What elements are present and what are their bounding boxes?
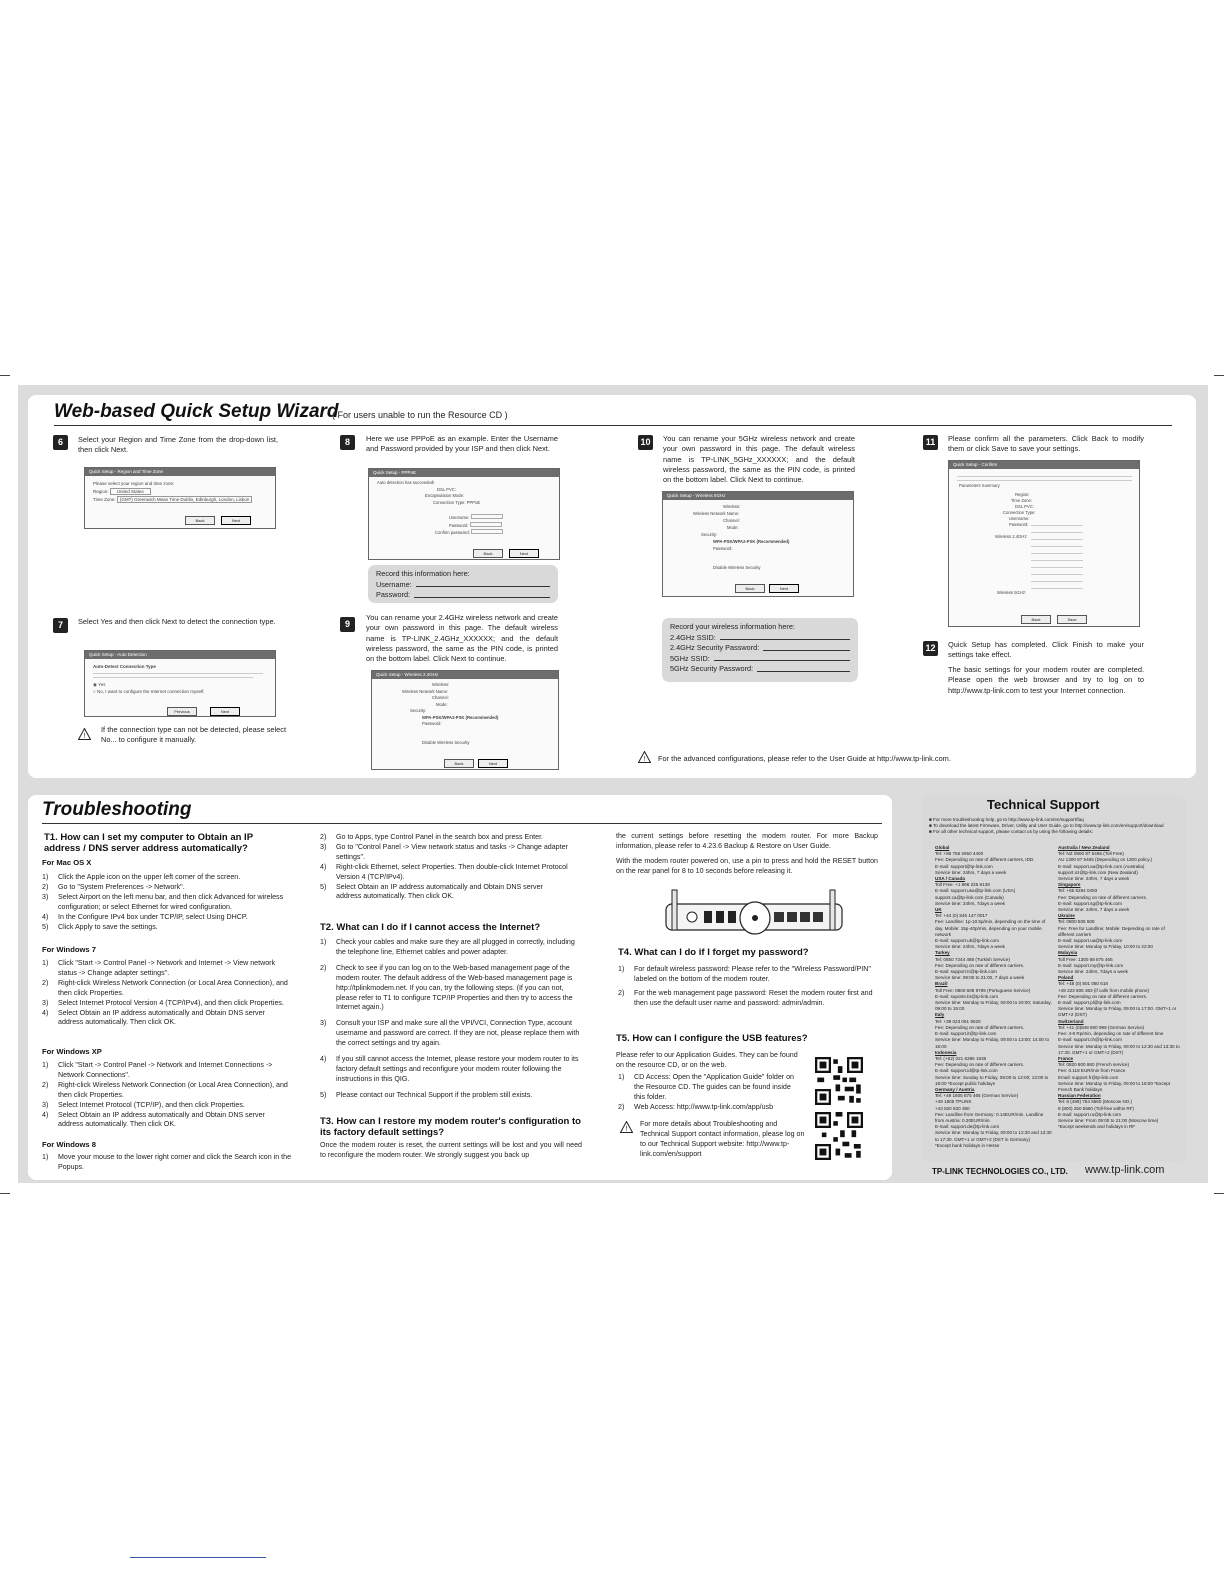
country-heading: Switzerland (1058, 1018, 1084, 1024)
website-link[interactable]: www.tp-link.com (1085, 1164, 1165, 1176)
country-heading: France (1058, 1055, 1074, 1061)
troubleshooting-title: Troubleshooting (42, 799, 192, 820)
list-item: 3) Select Internet Protocol (TCP/IP), and then click Properties. (42, 1100, 245, 1109)
contact-line: E-mail: support.ua@tp-link.com (1058, 938, 1123, 944)
t1-title: T1. How can I set my computer to Obtain an IP address / DNS server address automatically? (44, 832, 253, 854)
contact-line: Service time: Monday to Friday, 09:00 to 18:00 *Except French Bank holidays (1058, 1080, 1171, 1092)
contact-line: Fee: Depending on rate of different carriers. (935, 1062, 1025, 1068)
warning-icon (78, 728, 91, 740)
router-rear-panel-illustration (660, 888, 850, 940)
mac-steps (42, 873, 292, 932)
screenshot-title: Quick Setup - Confirm (949, 461, 1139, 469)
list-item: 1) For default wireless password: Please refer to the "Wireless Password/PIN" labeled on the bottom of the modem router. (618, 965, 871, 983)
warning-icon (620, 1121, 633, 1133)
step-badge: 7 (53, 618, 68, 633)
contact-line: Fee: Depending on rate of different carriers. (1058, 894, 1148, 900)
qr-code-icon (815, 1112, 863, 1160)
country-heading: Germany / Austria (935, 1086, 975, 1092)
contact-line: E-mail: suporte.br@tp-link.com (935, 993, 999, 999)
list-item: 2) Right-click Wireless Network Connection (or Local Area Connection), and then click Properties. (42, 978, 288, 997)
contact-line: Fee: 0.118 EUR/min from France (1058, 1068, 1126, 1074)
country-heading: Italy (935, 1012, 945, 1018)
step-badge: 9 (340, 617, 355, 632)
list-item: 5) Select Obtain an IP address automatically and Obtain DNS server address automatically. Then click OK. (320, 882, 543, 901)
list-item: 1) Move your mouse to the lower right corner and click the Search icon in the Popups. (42, 1153, 292, 1171)
country-heading: UK (935, 907, 942, 913)
contact-line: Service time: 24hrs, 7days a week (935, 900, 1005, 906)
contact-line: Fee: Depending on rate of different carriers. (1058, 993, 1148, 999)
list-item: 3) Consult your ISP and make sure all the VPI/VCI, Connection Type, account username and password are correct. If they are not, please replace them with the correct settings and try again. (320, 1019, 580, 1048)
list-item: 2) Go to Apps, type Control Panel in the search box and press Enter. (320, 833, 544, 841)
list-item: 4) Select Obtain an IP address automatically and Obtain DNS server address automatically. Then click OK. (42, 1110, 265, 1129)
contact-line: Service time: Sunday to Friday, 09:00 to 12:00; 13:00 to 18:00 *Except public holidays (935, 1074, 1049, 1086)
step-12-extra: The basic settings for your modem router are completed. Please open the web browser and try to log on to http://www.tp-link.com to test your Internet connection. (948, 665, 1144, 695)
screenshot-region-timezone (84, 467, 276, 529)
contact-line: E-mail: support.au@tp-link.com (Australia) (1058, 863, 1145, 869)
list-item: 4) In the Configure IPv4 box under TCP/IP, select Using DHCP. (42, 912, 248, 921)
support-bullet: ■ For more troubleshooting help, go to http://www.tp-link.com/en/support/faq (929, 817, 1084, 822)
screenshot-title: Quick Setup - Region and Time Zone (85, 468, 275, 476)
back-button[interactable]: Back (473, 549, 503, 558)
back-button[interactable]: Back (185, 516, 215, 525)
contact-line: E-mail: support.de@tp-link.com (935, 1124, 1000, 1130)
contact-line: Service time: Monday to Friday, 10:00 to 22:00 (1058, 944, 1153, 950)
list-item: 1) Click "Start -> Control Panel -> Network and Internet -> View network status -> Change adapter settings". (42, 959, 276, 977)
crop-mark (0, 1193, 10, 1194)
back-button[interactable]: Back (444, 759, 474, 768)
next-button[interactable]: Next (769, 584, 799, 593)
mac-heading: For Mac OS X (42, 858, 92, 867)
t4-steps (618, 965, 880, 1013)
crop-mark (1214, 375, 1224, 376)
wizard-title: Web-based Quick Setup Wizard (54, 401, 339, 422)
screenshot-title: Quick Setup - PPPoE (369, 469, 559, 477)
screenshot-labels: Please select your region and time zone: Region: United States Time Zone: (GMT) Greenwich Mean Time Dublin, Edinburgh, London, Lisbon (93, 480, 252, 504)
contact-line: E-mail: support.id@tp-link.com (935, 1068, 998, 1074)
record-box-credentials: Record this information here: Username: Password: (368, 565, 558, 603)
company-name: TP-LINK TECHNOLOGIES CO., LTD. (932, 1167, 1068, 1176)
winxp-heading: For Windows XP (42, 1047, 102, 1056)
country-heading: Turkey (935, 950, 950, 956)
step-6-text: Select your Region and Time Zone from the drop-down list, then click Next. (78, 435, 278, 455)
country-heading: Brazil (935, 981, 948, 987)
list-item: 5) Click Apply to save the settings. (42, 922, 158, 931)
contact-line: +49 1805 TPLINK (935, 1099, 972, 1105)
country-heading: Australia / New Zealand (1058, 845, 1110, 850)
contact-line: Toll Free: +1 866 225 8139 (935, 882, 990, 888)
contact-line: Fee: 4-8 Rp/min, depending on rate of different time (1058, 1031, 1164, 1037)
t3-title: T3. How can I restore my modem router's configuration to its factory default settings? (320, 1116, 581, 1138)
list-item: 2) Go to "System Preferences -> Network". (42, 882, 185, 891)
t3-text-continued: the current settings before resetting the modem router. For more Backup information, please refer to 4.23.6 Backup & Restore on User Guide. (616, 832, 878, 850)
contact-line: Tel: 0850 7244 488 (Turkish Service) (935, 956, 1010, 962)
list-item: 2) Right-click Wireless Network Connection (or Local Area Connection), and then click Properties. (42, 1080, 288, 1099)
record-box-wireless: Record your wireless information here: 2.4GHz SSID: 2.4GHz Security Password: 5GHz SSID: 5GHz Security Password: (662, 618, 858, 682)
contact-line: E-mail: support.tr@tp-link.com (935, 969, 997, 975)
warning-icon (638, 751, 651, 763)
step-badge: 12 (923, 641, 938, 656)
contact-line: Fee: Depending on rate of different carriers. (935, 1024, 1025, 1030)
qr-code-icon (815, 1057, 863, 1105)
win7-steps (42, 959, 292, 1028)
t5-note: For more details about Troubleshooting and Technical Support contact information, please log on to our Technical Support website: http://www.tp-link.com/en/support (640, 1120, 805, 1158)
t5-steps (618, 1073, 803, 1113)
t5-intro: Please refer to our Application Guides. They can be found on the resource CD, or on the web. (616, 1051, 798, 1069)
contact-line: E-mail: support@tp-link.com (935, 863, 993, 869)
country-heading: Indonesia (935, 1049, 957, 1055)
screenshot-title: Quick Setup - Auto Detection (85, 651, 275, 659)
win7-heading: For Windows 7 (42, 945, 96, 954)
contact-line: E-mail: support.ru@tp-link.com (1058, 1111, 1122, 1117)
contact-line: Tel: +65 6284 0493 (1058, 888, 1098, 894)
contact-line: Tel: (+62) 021 6386 1936 (935, 1055, 987, 1061)
svg-text:!: ! (625, 1126, 628, 1133)
next-button[interactable]: Next (221, 516, 251, 525)
contact-line: Service time: Monday to Friday, 09:00 to 12:30 and 13:30 to 17:30. GMT+1 or GMT+2 (DST in Germany) (935, 1130, 1052, 1142)
screenshot-title: Quick Setup - Wireless 2.4GHz (372, 671, 558, 679)
support-bullet: ■ For all other technical support, please contact us by using the following details: (929, 829, 1093, 835)
list-item: 2) Check to see if you can log on to the Web-based management page of the modem router. The default address of the Web-based management page is http://tplinkmodem.net. If you can, try the following steps. (If you can not, please refer to T1 to configure TCP/IP Properties and then try to access the Internet again.) (320, 963, 573, 1012)
step-10-text: You can rename your 5GHz wireless network and create your own password in this page. The default wireless name is TP-LINK_5GHz_XXXXXX; and the default wireless password, the same as the PIN code, is printed on the bottom label. Click Next to continue. (663, 434, 855, 485)
contact-line: Service time: 24hrs, 7 days a week (1058, 876, 1130, 882)
country-heading: Ukraine (1058, 913, 1075, 919)
contact-line: Fee: Free for Landline; Mobile: Depending on rate of different carriers (1058, 925, 1165, 937)
list-item: 4) Select Obtain an IP address automatically and Obtain DNS server address automatically. Then click OK. (42, 1008, 265, 1027)
country-heading: Global (935, 845, 950, 850)
contact-line: E-mail: support.ch@tp-link.com (1058, 1037, 1122, 1043)
screenshot-title: Quick Setup - Wireless 5GHz (663, 492, 853, 500)
step-7-note: If the connection type can not be detected, please select No... to configure it manually. (101, 725, 286, 745)
contact-line: Fee: Depending on rate of different carriers. (935, 962, 1025, 968)
country-heading: Malaysia (1058, 950, 1078, 956)
wizard-subtitle: ( For users unable to run the Resource CD ) (332, 410, 508, 420)
contact-line: Toll Free: 0800 608 9799 (Portuguese Service) (935, 987, 1031, 993)
contact-line: Tel: +44 (0) 845 147 0017 (935, 913, 988, 919)
list-item: 1) CD Access: Open the "Application Guide" folder on the Resource CD. The guides can be found inside this folder. (618, 1073, 795, 1101)
country-heading: USA / Canada (935, 876, 965, 882)
title-rule (42, 823, 882, 824)
support-contacts-left (935, 845, 1053, 1149)
screenshot-confirm: Quick Setup - Confirm Parameters Summary Region: Time Zone: DSL PVC: Connection Type: Username: Password: Wireless 2.4GHz: Wireless 5GHz: Back Save (948, 460, 1140, 627)
t2-title: T2. What can I do if I cannot access the Internet? (320, 922, 541, 933)
back-button[interactable]: Back (1021, 615, 1051, 624)
list-item: 2) Web Access: http://www.tp-link.com/app/usb (618, 1102, 774, 1111)
crop-mark (1214, 1193, 1224, 1194)
contact-line: Fee: Landline: 1p-10.5p/min, depending on the time of day. Mobile: 15p-40p/min, depending on your mobile network (935, 919, 1046, 937)
win8-heading: For Windows 8 (42, 1140, 96, 1149)
contact-line: Tel: NZ 0800 87 5465 (Toll Free) (1058, 851, 1124, 857)
contact-line: AU 1300 87 5465 (Depending on 1300 policy.) (1058, 857, 1153, 863)
contact-line: Service time: Monday to Friday, 09:00 to 17:00. GMT+1 or GMT+2 (DST) (1058, 1006, 1177, 1018)
step-12-text: Quick Setup has completed. Click Finish to make your settings take effect. (948, 640, 1144, 660)
list-item: 1) Click "Start -> Control Panel -> Network and Internet Connections -> Network Connections". (42, 1061, 273, 1079)
contact-line: E-mail: support.my@tp-link.com (1058, 962, 1124, 968)
contact-line: +43 820 820 360 (935, 1105, 970, 1111)
list-item: 2) For the web management page password: Reset the modem router first and then use the default user name and password: admin/admin. (618, 988, 873, 1007)
contact-line: E-mail: support.sg@tp-link.com (1058, 900, 1122, 906)
contact-line: Service time: 24hrs, 7days a week (1058, 969, 1128, 975)
country-heading: Singapore (1058, 882, 1081, 888)
step-8-text: Here we use PPPoE as an example. Enter the Username and Password provided by your ISP and then click Next. (366, 434, 558, 454)
step-badge: 10 (638, 435, 653, 450)
previous-button[interactable]: Previous (167, 707, 197, 716)
step-9-text: You can rename your 2.4GHz wireless network and create your own password in this page. The default wireless name is TP-LINK_2.4GHz_XXXXXX; and the default wireless password, the same as the PIN code, is printed on the bottom label. Click Next to continue. (366, 613, 558, 664)
contact-line: Tel: +49 1805 875 465 (German Service) (935, 1093, 1019, 1099)
next-button[interactable]: Next (478, 759, 508, 768)
t2-steps (320, 938, 580, 1107)
advanced-note: For the advanced configurations, please refer to the User Guide at http://www.tp-link.com. (658, 754, 951, 763)
contact-line: Fee: Depending on rate of different carriers, IDD. (935, 857, 1035, 863)
contact-line: Service time: 24hrs, 7 days a week (935, 869, 1007, 875)
contact-line: support.nz@tp-link.com (New Zealand) (1058, 869, 1138, 875)
step-11-text: Please confirm all the parameters. Click Back to modify them or click Save to save your settings. (948, 434, 1144, 454)
contact-line: Tel: 0800 505 508 (1058, 919, 1095, 925)
screenshot-auto-detection: Quick Setup - Auto Detection Auto-Detect Connection Type ◉ Yes ○ No, I want to configure the Internet connection myself. Previous Next (84, 650, 276, 717)
contact-line: Tel: +39 023 051 9020 (935, 1018, 981, 1024)
list-item: 3) Select Internet Protocol Version 4 (TCP/IPv4), and then click Properties. (42, 998, 284, 1007)
step-badge: 8 (340, 435, 355, 450)
contact-line: Service time: 24hrs, 7 days a week (1058, 907, 1130, 913)
contact-line: Tel: +86 755 2650 4400 (935, 851, 984, 857)
support-contacts-right (1058, 845, 1182, 1130)
step-7-text: Select Yes and then click Next to detect the connection type. (78, 617, 276, 626)
t3-reset-text: With the modem router powered on, use a pin to press and hold the RESET button on the rear panel for 8 to 10 seconds before releasing it. (616, 857, 878, 875)
contact-line: support.ca@tp-link.com (Canada) (935, 894, 1004, 900)
screenshot-wireless-5ghz: Quick Setup - Wireless 5GHz Wireless: Wireless Network Name: Channel: Mode: Security: WPA-PSK/WPA2-PSK (Recommended) Password: Disable Wireless Security Back Next (662, 491, 854, 597)
back-button[interactable]: Back (735, 584, 765, 593)
list-item: 3) Go to "Control Panel -> View network status and tasks -> Change adapter settings". (320, 842, 568, 861)
footer-rule (130, 1557, 266, 1558)
support-bullets (929, 817, 1181, 836)
contact-line: Service time: 09:00 to 21:00, 7 days a week (935, 975, 1025, 981)
troubleshooting-panel (28, 795, 892, 1180)
step-badge: 11 (923, 435, 938, 450)
contact-line: E-mail: support.uk@tp-link.com (935, 938, 999, 944)
title-rule (54, 425, 1172, 426)
contact-line: E-mail: support.pl@tp-link.com (1058, 1000, 1121, 1006)
technical-support-box (921, 795, 1186, 1162)
screenshot-wireless-2-4ghz: Quick Setup - Wireless 2.4GHz Wireless: Wireless Network Name: Channel: Mode: Security: WPA-PSK/WPA2-PSK (Recommended) Password: Disable Wireless Security Back Next (371, 670, 559, 770)
contact-line: Tel: +48 (0) 801 080 618 (1058, 981, 1108, 987)
list-item: 1) Check your cables and make sure they are all plugged in correctly, including the telephone line, Ethernet cables and power adapter. (320, 938, 575, 956)
save-button[interactable]: Save (1057, 615, 1087, 624)
contact-line: Tel: +41 (0)848 800 998 (German Service) (1058, 1024, 1145, 1030)
svg-text:!: ! (643, 756, 646, 763)
win8-steps (42, 1153, 292, 1173)
contact-line: Tel: 8 (499) 754 5560 (Moscow NO.) (1058, 1099, 1133, 1105)
list-item: 5) Please contact our Technical Support if the problem still exists. (320, 1090, 533, 1099)
contact-line: E-mail: support.it@tp-link.com (935, 1031, 997, 1037)
contact-line: Tel: 0820 800 860 (French service) (1058, 1062, 1129, 1068)
contact-line: Service time: Monday to Friday, 09:00 to 20:00; Saturday, 09:00 to 15:00 (935, 1000, 1052, 1012)
t5-title: T5. How can I configure the USB features? (616, 1033, 808, 1044)
contact-line: Email: support.fr@tp-link.com (1058, 1074, 1119, 1080)
country-heading: Russian Federation (1058, 1093, 1101, 1099)
contact-line: Service time: Monday to Friday, 09:00 to 13:00; 14:00 to 18:00 (935, 1037, 1050, 1049)
wizard-panel (28, 395, 1196, 778)
list-item: 1) Click the Apple icon on the upper left corner of the screen. (42, 873, 241, 881)
list-item: 4) Right-click Ethernet, select Properties. Then double-click Internet Protocol Version 4 (TCP/IPv4). (320, 862, 568, 881)
contact-line: Service time: 24hrs, 7days a week (935, 944, 1005, 950)
next-button[interactable]: Next (210, 707, 240, 716)
contact-line: *Except weekends and holidays in RF (1058, 1124, 1136, 1130)
svg-text:!: ! (83, 733, 86, 740)
crop-mark (0, 375, 10, 376)
contact-line: E-mail: support.usa@tp-link.com (USA) (935, 888, 1016, 894)
list-item: 3) Select Airport on the left menu bar, and then click Advanced for wireless configuration; or select Ethernet for wired configuration. (42, 892, 284, 911)
contact-line: Toll Free: 1300 88 875 465 (1058, 956, 1113, 962)
win8-steps-continued (320, 833, 570, 902)
country-heading: Poland (1058, 975, 1074, 981)
contact-line: Service time: From 09:00 to 21:00 (Moscow time) (1058, 1117, 1159, 1123)
next-button[interactable]: Next (509, 549, 539, 558)
contact-line: Fee: Landline from Germany: 0.14EUR/min. Landline from Austria: 0.20EUR/min. (935, 1111, 1044, 1123)
t3-text: Once the modem router is reset, the current settings will be lost and you will need to reconfigure the modem router. We strongly suggest you back up (320, 1141, 582, 1159)
step-badge: 6 (53, 435, 68, 450)
winxp-steps (42, 1061, 292, 1130)
contact-line: +48 223 606 363 (if calls from mobile phone) (1058, 987, 1150, 993)
technical-support-title: Technical Support (987, 797, 1100, 812)
contact-line: *Except bank holidays in Hesse (935, 1142, 1000, 1148)
contact-line: Service time: Monday to Friday, 09:00 to 12:30 and 13:30 to 17:30. GMT+1 or GMT+2 (DST) (1058, 1043, 1180, 1055)
t4-title: T4. What can I do if I forget my password? (618, 947, 809, 958)
support-bullet: ■ To download the latest Firmware, Driver, Utility and User Guide, go to http://www.tp-link.com/en/support/download (929, 823, 1164, 829)
contact-line: 8 (800) 250 5560 (Toll-free within RF) (1058, 1105, 1135, 1111)
screenshot-pppoe: Quick Setup - PPPoE Auto detection has succeeded! DSL PVC: Encapsulation Mode: Connection Type: PPPoE Username: Password: Confirm password: Back Next (368, 468, 560, 560)
list-item: 4) If you still cannot access the Internet, please restore your modem router to its factory default settings and reconfigure your modem router following the instructions in this QIG. (320, 1055, 579, 1083)
